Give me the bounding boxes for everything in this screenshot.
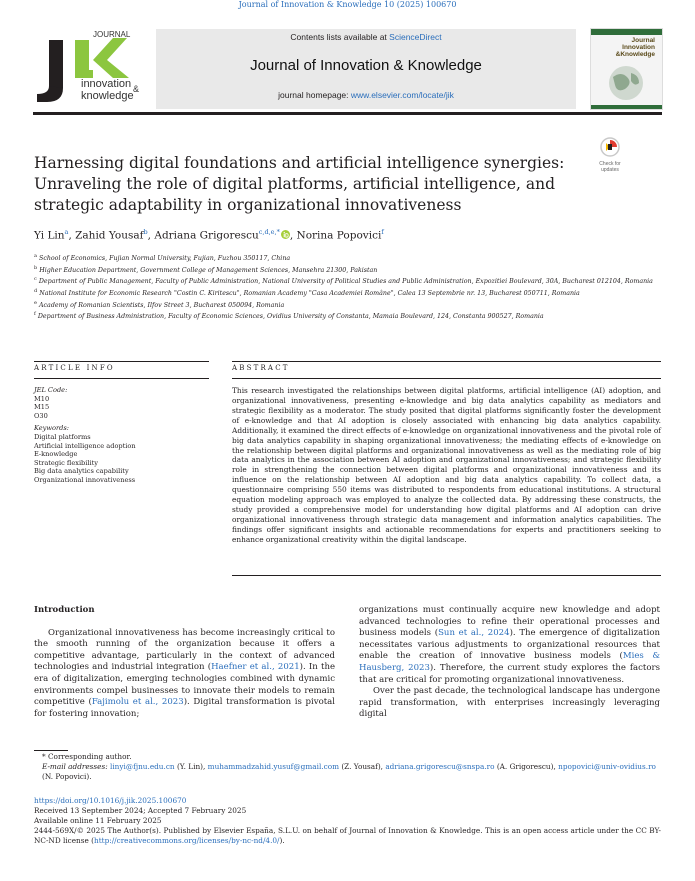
- running-header[interactable]: Journal of Innovation & Knowledge 10 (2025) 100670: [238, 0, 457, 9]
- cover-title: [595, 37, 655, 58]
- article-info-rule-top: [34, 361, 209, 362]
- affiliation-sup: e: [34, 299, 37, 306]
- check-for-updates-button[interactable]: [596, 137, 624, 171]
- email-owner: (A. Grigorescu),: [494, 762, 559, 771]
- paragraph-text: ). Therefore, the current study explores the factors that are critical for promoting organizational innovativeness.: [359, 662, 660, 685]
- article-info-rule-bottom: [34, 378, 209, 379]
- affiliation-text: Academy of Romanian Scientists, Ilfov Street 3, Bucharest 050094, Romania: [38, 301, 285, 309]
- affiliations: [34, 252, 664, 322]
- author-sup[interactable]: f: [381, 228, 384, 236]
- affiliation-sup: b: [34, 264, 38, 271]
- cover-title-line1: Journal: [631, 37, 655, 44]
- affiliation-item: [34, 252, 664, 264]
- affiliation-text: National Institute for Economic Research "Costin C. Kiritescu", Romanian Academy "Casa Academiei Române", Calea 13 Septembrie nr. 13, Bucharest 050711, Romania: [39, 290, 580, 298]
- jel-code: M10: [34, 394, 50, 403]
- paragraph-text: ). In the era of digitalization, emerging technologies combined with dynamic environments compel businesses to innovate their models to remain competitive (: [34, 662, 336, 708]
- header-rule: [33, 112, 662, 115]
- keyword: Digital platforms: [34, 432, 91, 441]
- affiliation-sup: f: [34, 311, 36, 318]
- check-updates-line2: updates: [601, 167, 619, 173]
- homepage-prefix: journal homepage:: [278, 90, 351, 100]
- jel-code: M15: [34, 403, 50, 412]
- license-link[interactable]: http://creativecommons.org/licenses/by-nc-nd/4.0/: [94, 836, 280, 845]
- paragraph-text: Organizational innovativeness has become increasingly critical to the smooth running of the organization because it offers a competitive advantage, particularly in the context of advanced technologies and industrial integration (: [34, 627, 335, 673]
- affiliation-text: Higher Education Department, Government College of Management Sciences, Mansehra 21300, Pakistan: [39, 266, 378, 274]
- keyword: Organizational innovativeness: [34, 475, 136, 484]
- keyword: Artificial intelligence adoption: [34, 441, 136, 450]
- abstract-text: This research investigated the relationships between digital platforms, artificial intelligence (AI) adoption, and organizational innovativeness, presenting e-knowledge and big data analytics capability as mediators and strategic flexibility as a moderator. The study posited that digital platforms significantly foster the development of e-knowledge and that AI adoption is closely associated with enhancing big data analytics capability. Additionally, it examined the direct effects of e-knowledge on organizational innovativeness and the pivotal role of big data analytics capability in shaping organizational innovativeness; the mediating effects of e-knowledge on the relationship between digital platforms and organizational innovativeness as well as the mediating role of big data analytics in the association between AI adoption and organizational innovativeness; and strategic flexibility role in strengthening the connection between digital platforms and organizational innovativeness and its influence on the relationship between AI adoption and big data analytics capability. To collect data, a questionnaire comprising 550 items was distributed to respondents from educational institutions. A structural equation modeling approach was employed to analyze the collected data. By addressing these constructs, the study provided a comprehensive model for understanding how digital platforms and AI adoption can drive organizational innovativeness through strategic data management and information analytics capabilities. The findings offer significant insights and actionable recommendations for experts and practitioners seeking to enhance organizational creativity within the digital landscape.: [232, 386, 661, 544]
- citation-link[interactable]: Sun et al., 2024: [438, 628, 510, 639]
- contents-line: [156, 32, 576, 42]
- citation-link[interactable]: Haefner et al., 2021: [211, 662, 300, 673]
- author-sup[interactable]: c,d,e,*: [258, 228, 280, 236]
- logo-text-knowledge: knowledge: [81, 90, 134, 102]
- globe-icon: [603, 63, 649, 103]
- email-link[interactable]: npopovici@univ-ovidius.ro: [558, 762, 656, 771]
- abstract-heading: ABSTRACT: [232, 364, 290, 372]
- author-name: Yi Lin: [34, 229, 65, 242]
- keywords-label: Keywords:: [34, 424, 69, 433]
- email-link[interactable]: muhammadzahid.yusuf@gmail.com: [207, 762, 340, 771]
- jel-label: JEL Code:: [34, 386, 68, 394]
- sciencedirect-link[interactable]: ScienceDirect: [389, 32, 442, 42]
- keyword: Strategic flexibility: [34, 458, 98, 467]
- logo-text-innovation: innovation: [81, 78, 132, 90]
- affiliation-sup: a: [34, 253, 37, 259]
- author-name: Zahid Yousaf: [75, 229, 144, 242]
- email-label: E-mail addresses:: [42, 762, 111, 771]
- journal-title: Journal of Innovation & Knowledge: [250, 57, 482, 74]
- footnotes: [34, 752, 661, 782]
- author-sup[interactable]: b: [143, 228, 148, 236]
- email-owner: (Y. Lin),: [174, 762, 208, 771]
- email-link[interactable]: adriana.grigorescu@snspa.ro: [385, 762, 495, 771]
- abstract-rule-top: [232, 361, 661, 362]
- affiliation-text: Department of Business Administration, Faculty of Economic Sciences, Ovidius University of Constanta, Mamaia Boulevard, 124, Constanta 900527, Romania: [37, 313, 544, 321]
- cover-top-bar: [591, 29, 662, 35]
- affiliation-item: [34, 275, 664, 287]
- cover-title-line2: Innovation: [622, 44, 655, 51]
- abstract-rule-bottom: [232, 378, 661, 379]
- journal-header: [156, 29, 576, 109]
- article-footer: [34, 796, 661, 846]
- available-date: Available online 11 February 2025: [34, 816, 162, 825]
- cover-title-line3: &Knowledge: [615, 51, 655, 58]
- author-sup[interactable]: a: [64, 228, 69, 236]
- author-list: Yi Lin$^a$, Zahid Yousaf$^b$, Adriana Grigorescu$^{c,d,e,*}$ , Norina Popovici$^f$: [34, 228, 384, 242]
- abstract-rule-end: [232, 575, 661, 576]
- orcid-icon[interactable]: [281, 230, 290, 239]
- affiliation-item: [34, 299, 664, 311]
- paragraph: [359, 605, 660, 686]
- paragraph-text: ). The emergence of digitalization necessitates various adjustments to organizational resources that enable the creation of innovative business models (: [359, 628, 660, 662]
- citation-link[interactable]: Fajimolu et al., 2023: [91, 697, 184, 708]
- footnote-rule: [34, 750, 68, 751]
- section-heading-introduction: Introduction: [34, 605, 95, 615]
- article-info: [34, 386, 209, 485]
- article-info-heading: ARTICLE INFO: [34, 364, 115, 372]
- affiliation-item: [34, 264, 664, 276]
- author-name: Adriana Grigorescu: [154, 229, 259, 242]
- logo-text-journal: JOURNAL: [93, 30, 131, 39]
- journal-logo[interactable]: [33, 30, 145, 108]
- received-dates: Received 13 September 2024; Accepted 7 February 2025: [34, 806, 247, 815]
- affiliation-item: [34, 287, 664, 299]
- body-right-column: [359, 605, 660, 721]
- license-suffix: ).: [279, 836, 285, 845]
- check-updates-line1: Check for: [599, 161, 621, 167]
- email-link[interactable]: linyi@fjnu.edu.cn: [110, 762, 175, 771]
- license-prefix: 2444-569X/© 2025 The Author(s). Published by Elsevier España, S.L.U. on behalf of Journal of Innovation & Knowledge. This is an open access article under the CC BY-NC-ND license (: [34, 826, 661, 845]
- email-owner: (Z. Yousaf),: [339, 762, 386, 771]
- paragraph: Over the past decade, the technological landscape has undergone rapid transformation, with enterprises increasingly leveraging digital: [359, 686, 660, 720]
- email-addresses: [34, 762, 661, 782]
- corresponding-author-note: * Corresponding author.: [42, 752, 132, 761]
- license-text: [34, 826, 661, 846]
- keyword: E-knowledge: [34, 450, 78, 459]
- paragraph-text: ). Digital transformation is pivotal for fostering innovation;: [34, 697, 335, 719]
- logo-text-amp: &: [133, 84, 140, 94]
- doi-link[interactable]: https://doi.org/10.1016/j.jik.2025.100670: [34, 796, 187, 805]
- check-updates-icon: [600, 137, 620, 157]
- contents-prefix: Contents lists available at: [290, 32, 390, 42]
- paragraph: [34, 628, 335, 721]
- citation-link[interactable]: Mies & Hausberg, 2023: [359, 651, 660, 673]
- article-title: Harnessing digital foundations and artificial intelligence synergies: Unraveling the role of digital platforms, artificial intelligence, and strategic adaptability in organizational innovativeness: [34, 154, 565, 214]
- email-owner: (N. Popovici).: [42, 772, 92, 781]
- homepage-line: [156, 90, 576, 100]
- keyword: Big data analytics capability: [34, 467, 129, 476]
- affiliation-text: Department of Public Management, Faculty of Public Administration, National University of Political Studies and Public Administration, Expozitiei Boulevard, 30A, Bucharest 012104, Romania: [38, 278, 653, 286]
- cover-bottom-bar: [591, 105, 662, 109]
- jel-code: O30: [34, 411, 48, 420]
- journal-cover-image[interactable]: [590, 28, 663, 110]
- body-left-column: [34, 605, 335, 720]
- author-name: Norina Popovici: [296, 229, 382, 242]
- affiliation-sup: c: [34, 276, 37, 283]
- affiliation-item: [34, 310, 664, 322]
- paragraph-text: organizations must continually acquire new knowledge and adopt advanced technologies to refine their operational processes and business models (: [359, 605, 660, 639]
- affiliation-text: School of Economics, Fujian Normal University, Fujian, Fuzhou 350117, China: [39, 255, 291, 263]
- affiliation-sup: d: [34, 288, 38, 295]
- homepage-link[interactable]: www.elsevier.com/locate/jik: [350, 90, 454, 100]
